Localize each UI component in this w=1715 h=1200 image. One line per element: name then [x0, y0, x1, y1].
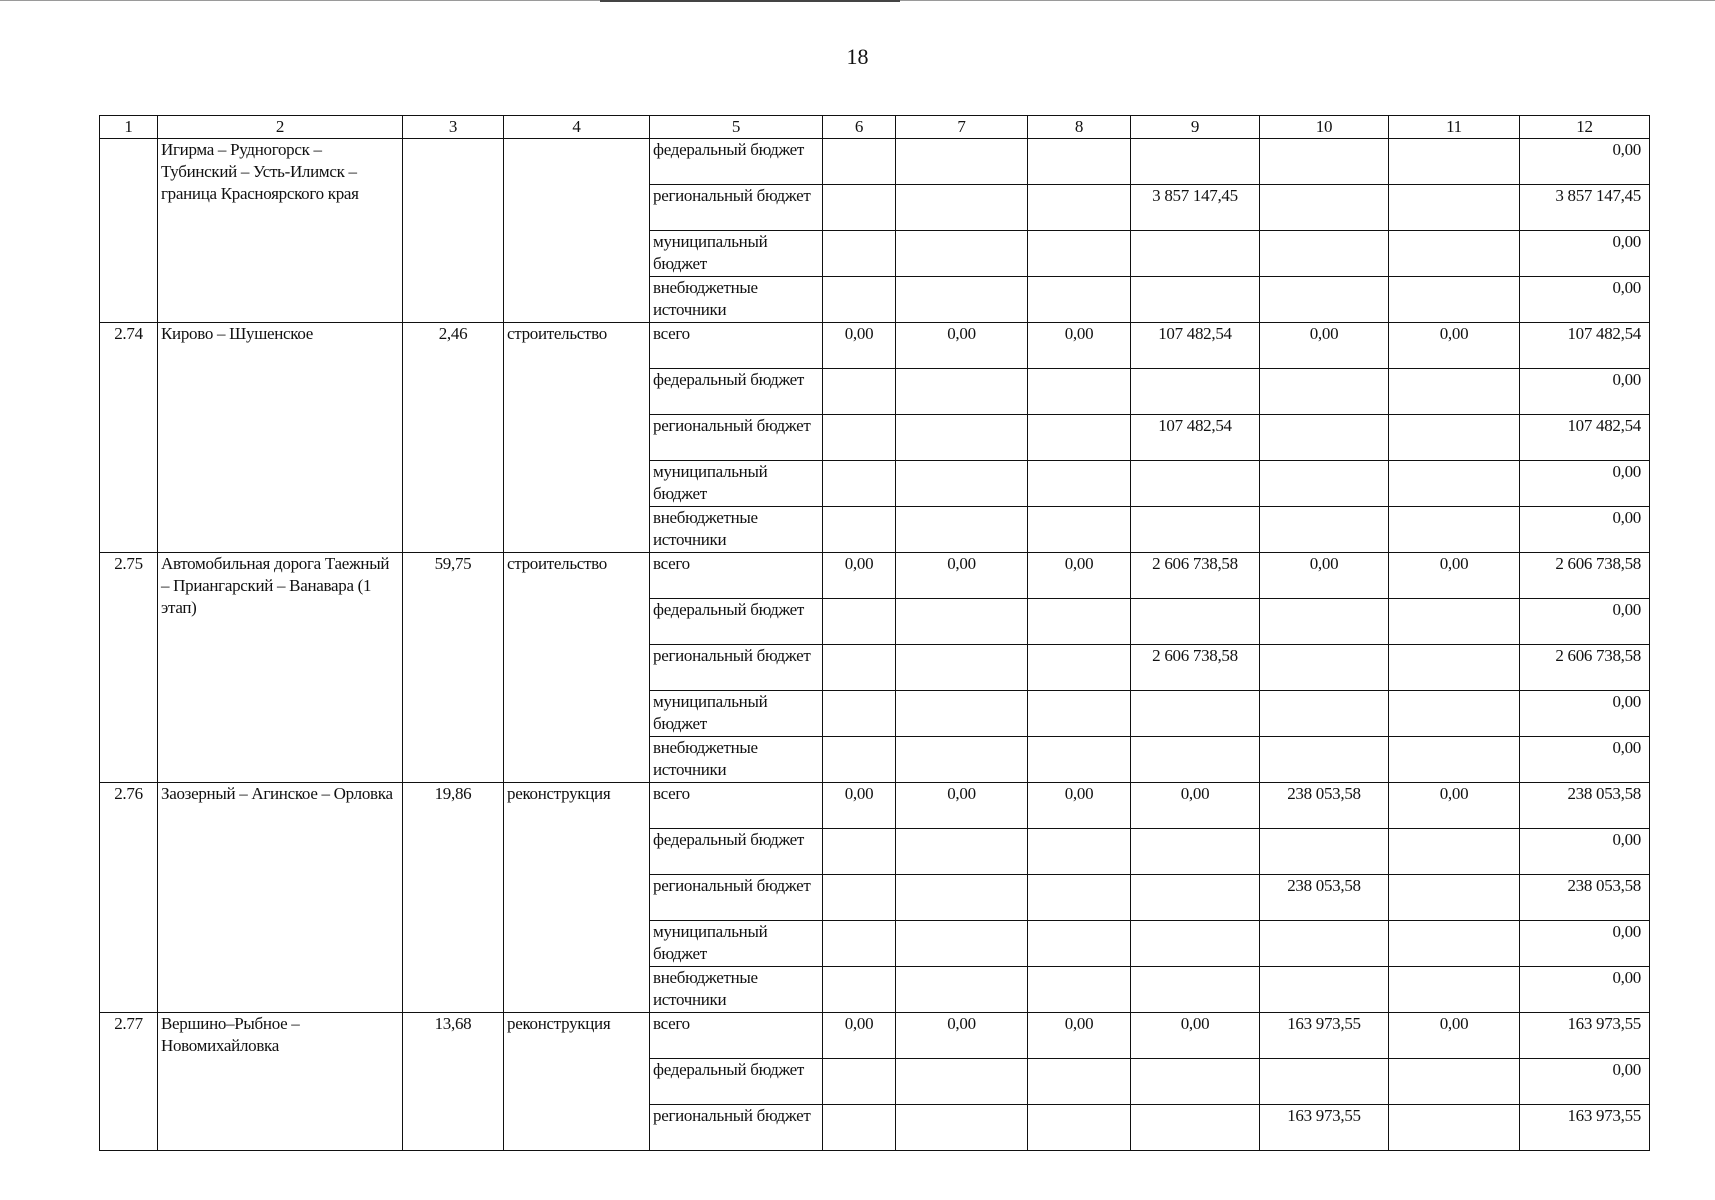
header-cell-3: 3 [403, 116, 504, 139]
amount-cell-8: 0,00 [1028, 1013, 1131, 1059]
amount-cell-11 [1389, 1059, 1520, 1105]
amount-cell-6 [823, 1059, 896, 1105]
amount-cell-9: 2 606 738,58 [1131, 553, 1260, 599]
header-cell-8: 8 [1028, 116, 1131, 139]
road-name-cell: Вершино–Рыбное – Новомихайловка [158, 1013, 403, 1151]
funding-source-cell: региональный бюджет [650, 185, 823, 231]
total-cell: 163 973,55 [1520, 1105, 1650, 1151]
total-cell: 0,00 [1520, 139, 1650, 185]
amount-cell-9 [1131, 139, 1260, 185]
header-cell-5: 5 [650, 116, 823, 139]
funding-source-cell: всего [650, 783, 823, 829]
row-number-cell: 2.76 [100, 783, 158, 1013]
amount-cell-10 [1260, 231, 1389, 277]
amount-cell-9: 2 606 738,58 [1131, 645, 1260, 691]
amount-cell-6 [823, 737, 896, 783]
amount-cell-8 [1028, 645, 1131, 691]
amount-cell-6 [823, 185, 896, 231]
amount-cell-8 [1028, 369, 1131, 415]
work-type-cell: строительство [504, 323, 650, 553]
row-number-cell [100, 139, 158, 323]
row-number-cell: 2.75 [100, 553, 158, 783]
amount-cell-9 [1131, 369, 1260, 415]
total-cell: 0,00 [1520, 369, 1650, 415]
amount-cell-8 [1028, 1105, 1131, 1151]
total-cell: 0,00 [1520, 967, 1650, 1013]
amount-cell-6 [823, 369, 896, 415]
amount-cell-8 [1028, 185, 1131, 231]
amount-cell-11: 0,00 [1389, 1013, 1520, 1059]
funding-source-cell: федеральный бюджет [650, 139, 823, 185]
amount-cell-7 [896, 1059, 1028, 1105]
amount-cell-8 [1028, 461, 1131, 507]
amount-cell-8 [1028, 415, 1131, 461]
total-cell: 2 606 738,58 [1520, 553, 1650, 599]
budget-table [99, 115, 1650, 1151]
amount-cell-6 [823, 139, 896, 185]
amount-cell-7: 0,00 [896, 1013, 1028, 1059]
amount-cell-10 [1260, 1059, 1389, 1105]
amount-cell-11: 0,00 [1389, 783, 1520, 829]
total-cell: 0,00 [1520, 921, 1650, 967]
amount-cell-8: 0,00 [1028, 553, 1131, 599]
total-cell: 0,00 [1520, 231, 1650, 277]
amount-cell-7 [896, 185, 1028, 231]
amount-cell-11 [1389, 369, 1520, 415]
total-cell: 3 857 147,45 [1520, 185, 1650, 231]
amount-cell-10 [1260, 277, 1389, 323]
funding-source-cell: муниципальный бюджет [650, 921, 823, 967]
amount-cell-6: 0,00 [823, 1013, 896, 1059]
amount-cell-8 [1028, 507, 1131, 553]
header-cell-12: 12 [1520, 116, 1650, 139]
amount-cell-11 [1389, 921, 1520, 967]
road-name-cell: Игирма – Рудногорск – Тубинский – Усть-Илимск – граница Красноярского края [158, 139, 403, 323]
funding-source-cell: региональный бюджет [650, 415, 823, 461]
amount-cell-11 [1389, 231, 1520, 277]
road-length-cell [403, 139, 504, 323]
amount-cell-11 [1389, 1105, 1520, 1151]
table-row [100, 1013, 1650, 1059]
amount-cell-6 [823, 1105, 896, 1151]
total-cell: 2 606 738,58 [1520, 645, 1650, 691]
amount-cell-6 [823, 599, 896, 645]
amount-cell-7 [896, 461, 1028, 507]
amount-cell-8 [1028, 231, 1131, 277]
amount-cell-10 [1260, 829, 1389, 875]
amount-cell-7 [896, 599, 1028, 645]
amount-cell-11 [1389, 277, 1520, 323]
amount-cell-10 [1260, 967, 1389, 1013]
header-cell-6: 6 [823, 116, 896, 139]
amount-cell-6 [823, 231, 896, 277]
total-cell: 0,00 [1520, 277, 1650, 323]
amount-cell-8 [1028, 139, 1131, 185]
amount-cell-7 [896, 277, 1028, 323]
amount-cell-11 [1389, 875, 1520, 921]
amount-cell-9 [1131, 1105, 1260, 1151]
amount-cell-6: 0,00 [823, 783, 896, 829]
funding-source-cell: муниципальный бюджет [650, 231, 823, 277]
amount-cell-10: 238 053,58 [1260, 783, 1389, 829]
amount-cell-11: 0,00 [1389, 323, 1520, 369]
amount-cell-9 [1131, 875, 1260, 921]
amount-cell-8 [1028, 1059, 1131, 1105]
amount-cell-11 [1389, 599, 1520, 645]
header-cell-10: 10 [1260, 116, 1389, 139]
header-cell-2: 2 [158, 116, 403, 139]
amount-cell-7 [896, 875, 1028, 921]
work-type-cell: строительство [504, 553, 650, 783]
work-type-cell: реконструкция [504, 783, 650, 1013]
amount-cell-9: 0,00 [1131, 783, 1260, 829]
amount-cell-8 [1028, 737, 1131, 783]
row-number-cell: 2.77 [100, 1013, 158, 1151]
amount-cell-10: 238 053,58 [1260, 875, 1389, 921]
amount-cell-6: 0,00 [823, 553, 896, 599]
amount-cell-9 [1131, 231, 1260, 277]
amount-cell-11: 0,00 [1389, 553, 1520, 599]
amount-cell-6 [823, 829, 896, 875]
amount-cell-6 [823, 691, 896, 737]
work-type-cell [504, 139, 650, 323]
table-body [100, 116, 1650, 1151]
funding-source-cell: региональный бюджет [650, 1105, 823, 1151]
amount-cell-6 [823, 921, 896, 967]
amount-cell-11 [1389, 185, 1520, 231]
amount-cell-7: 0,00 [896, 783, 1028, 829]
amount-cell-6 [823, 967, 896, 1013]
road-length-cell: 19,86 [403, 783, 504, 1013]
amount-cell-6 [823, 645, 896, 691]
total-cell: 0,00 [1520, 829, 1650, 875]
total-cell: 0,00 [1520, 461, 1650, 507]
total-cell: 163 973,55 [1520, 1013, 1650, 1059]
amount-cell-11 [1389, 415, 1520, 461]
funding-source-cell: внебюджетные источники [650, 737, 823, 783]
amount-cell-10: 163 973,55 [1260, 1105, 1389, 1151]
total-cell: 0,00 [1520, 1059, 1650, 1105]
amount-cell-8: 0,00 [1028, 323, 1131, 369]
funding-source-cell: внебюджетные источники [650, 507, 823, 553]
funding-source-cell: внебюджетные источники [650, 277, 823, 323]
amount-cell-9: 0,00 [1131, 1013, 1260, 1059]
funding-source-cell: федеральный бюджет [650, 829, 823, 875]
road-name-cell: Кирово – Шушенское [158, 323, 403, 553]
amount-cell-7 [896, 829, 1028, 875]
funding-source-cell: всего [650, 553, 823, 599]
total-cell: 107 482,54 [1520, 323, 1650, 369]
amount-cell-8 [1028, 829, 1131, 875]
table-row [100, 139, 1650, 185]
amount-cell-7 [896, 139, 1028, 185]
amount-cell-11 [1389, 645, 1520, 691]
amount-cell-7 [896, 1105, 1028, 1151]
amount-cell-10 [1260, 415, 1389, 461]
amount-cell-11 [1389, 461, 1520, 507]
amount-cell-9 [1131, 277, 1260, 323]
total-cell: 238 053,58 [1520, 783, 1650, 829]
header-cell-4: 4 [504, 116, 650, 139]
amount-cell-10 [1260, 461, 1389, 507]
amount-cell-8 [1028, 599, 1131, 645]
amount-cell-9: 107 482,54 [1131, 323, 1260, 369]
amount-cell-7 [896, 737, 1028, 783]
amount-cell-10 [1260, 369, 1389, 415]
amount-cell-7 [896, 645, 1028, 691]
amount-cell-10 [1260, 691, 1389, 737]
table-row [100, 783, 1650, 829]
amount-cell-6 [823, 277, 896, 323]
road-name-cell: Заозерный – Агинское – Орловка [158, 783, 403, 1013]
amount-cell-9: 3 857 147,45 [1131, 185, 1260, 231]
amount-cell-11 [1389, 737, 1520, 783]
amount-cell-8 [1028, 875, 1131, 921]
amount-cell-7 [896, 369, 1028, 415]
road-length-cell: 13,68 [403, 1013, 504, 1151]
amount-cell-11 [1389, 139, 1520, 185]
top-edge-mark [600, 0, 900, 2]
header-cell-7: 7 [896, 116, 1028, 139]
funding-source-cell: всего [650, 323, 823, 369]
work-type-cell: реконструкция [504, 1013, 650, 1151]
header-cell-11: 11 [1389, 116, 1520, 139]
amount-cell-6: 0,00 [823, 323, 896, 369]
amount-cell-7 [896, 921, 1028, 967]
table-header-row [100, 116, 1650, 139]
amount-cell-10 [1260, 139, 1389, 185]
header-cell-9: 9 [1131, 116, 1260, 139]
row-number-cell: 2.74 [100, 323, 158, 553]
total-cell: 107 482,54 [1520, 415, 1650, 461]
amount-cell-9 [1131, 967, 1260, 1013]
amount-cell-11 [1389, 829, 1520, 875]
amount-cell-10: 0,00 [1260, 553, 1389, 599]
amount-cell-9 [1131, 1059, 1260, 1105]
funding-source-cell: региональный бюджет [650, 645, 823, 691]
funding-source-cell: внебюджетные источники [650, 967, 823, 1013]
amount-cell-6 [823, 461, 896, 507]
total-cell: 0,00 [1520, 691, 1650, 737]
total-cell: 0,00 [1520, 599, 1650, 645]
funding-source-cell: федеральный бюджет [650, 599, 823, 645]
amount-cell-10 [1260, 737, 1389, 783]
road-name-cell: Автомобильная дорога Таежный – Приангарский – Ванавара (1 этап) [158, 553, 403, 783]
funding-source-cell: региональный бюджет [650, 875, 823, 921]
amount-cell-7 [896, 507, 1028, 553]
amount-cell-7 [896, 415, 1028, 461]
amount-cell-8: 0,00 [1028, 783, 1131, 829]
funding-source-cell: федеральный бюджет [650, 369, 823, 415]
amount-cell-11 [1389, 691, 1520, 737]
amount-cell-8 [1028, 967, 1131, 1013]
amount-cell-7: 0,00 [896, 323, 1028, 369]
funding-source-cell: муниципальный бюджет [650, 461, 823, 507]
table-row [100, 553, 1650, 599]
header-cell-1: 1 [100, 116, 158, 139]
amount-cell-9 [1131, 921, 1260, 967]
amount-cell-11 [1389, 507, 1520, 553]
amount-cell-9 [1131, 829, 1260, 875]
amount-cell-9: 107 482,54 [1131, 415, 1260, 461]
funding-source-cell: федеральный бюджет [650, 1059, 823, 1105]
road-length-cell: 59,75 [403, 553, 504, 783]
amount-cell-9 [1131, 737, 1260, 783]
amount-cell-7 [896, 691, 1028, 737]
road-length-cell: 2,46 [403, 323, 504, 553]
amount-cell-7 [896, 231, 1028, 277]
amount-cell-9 [1131, 599, 1260, 645]
amount-cell-10: 163 973,55 [1260, 1013, 1389, 1059]
amount-cell-10 [1260, 507, 1389, 553]
total-cell: 0,00 [1520, 507, 1650, 553]
amount-cell-10 [1260, 599, 1389, 645]
amount-cell-8 [1028, 691, 1131, 737]
table-row [100, 323, 1650, 369]
funding-source-cell: всего [650, 1013, 823, 1059]
total-cell: 238 053,58 [1520, 875, 1650, 921]
amount-cell-9 [1131, 691, 1260, 737]
amount-cell-6 [823, 415, 896, 461]
amount-cell-6 [823, 507, 896, 553]
amount-cell-10 [1260, 645, 1389, 691]
amount-cell-6 [823, 875, 896, 921]
funding-source-cell: муниципальный бюджет [650, 691, 823, 737]
total-cell: 0,00 [1520, 737, 1650, 783]
amount-cell-10: 0,00 [1260, 323, 1389, 369]
amount-cell-9 [1131, 461, 1260, 507]
amount-cell-8 [1028, 277, 1131, 323]
amount-cell-7: 0,00 [896, 553, 1028, 599]
amount-cell-7 [896, 967, 1028, 1013]
page-number: 18 [846, 44, 869, 69]
amount-cell-10 [1260, 185, 1389, 231]
amount-cell-9 [1131, 507, 1260, 553]
amount-cell-11 [1389, 967, 1520, 1013]
amount-cell-8 [1028, 921, 1131, 967]
amount-cell-10 [1260, 921, 1389, 967]
